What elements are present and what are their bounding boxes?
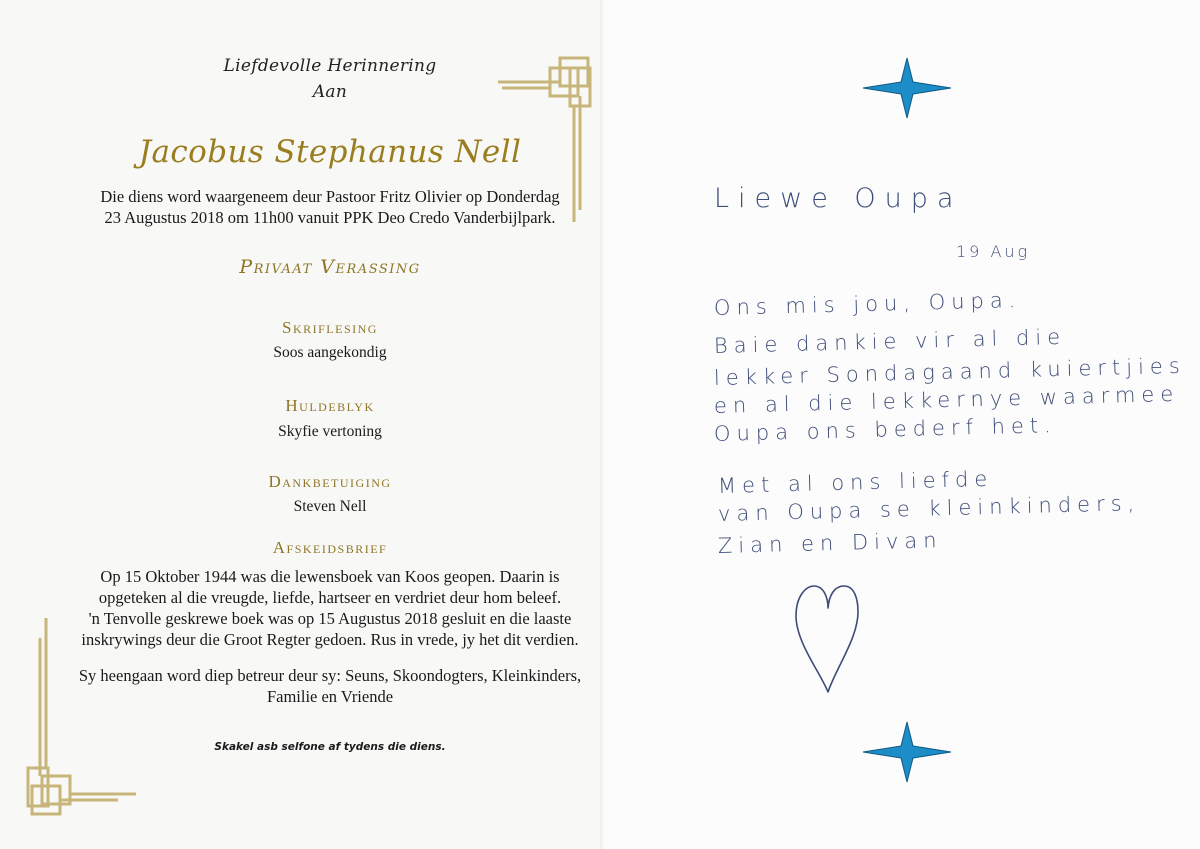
service-line: 23 Augustus 2018 om 11h00 vanuit PPK Deo Credo Vanderbijlpark.	[104, 208, 556, 227]
section-heading-dankbetuiging: Dankbetuiging	[268, 472, 392, 491]
letter-line: lekker Sondagaand kuiertjies	[713, 353, 1187, 390]
closing-line: van Oupa se kleinkinders,	[717, 490, 1141, 526]
letter-line: en al die lekkernye waarmee	[713, 381, 1180, 418]
service-details	[60, 186, 600, 228]
heart-icon	[792, 582, 862, 696]
service-line: Die diens word waargeneem deur Pastoor Fritz Olivier op Donderdag	[100, 187, 560, 206]
memorial-line: Liefdevolle Herinnering	[223, 56, 437, 76]
gold-corner-ornament-icon	[18, 618, 138, 843]
phones-off-notice: Skakel asb selfone af tydens die diens.	[214, 741, 446, 753]
section-detail-huldeblyk: Skyfie vertoning	[278, 423, 382, 440]
section-detail-skriflesing: Soos aangekondig	[273, 344, 387, 361]
section-heading-afskeidsbrief: Afskeidsbrief	[272, 538, 388, 557]
letter-line: Ons mis jou, Oupa.	[713, 287, 1022, 320]
handwritten-letter-page	[604, 0, 1200, 849]
to-line: Aan	[312, 82, 348, 102]
farewell-line: Op 15 Oktober 1944 was die lewensboek van Koos geopen. Daarin is	[100, 567, 560, 586]
deceased-name: Jacobus Stephanus Nell	[138, 134, 522, 170]
letter-date: 19 Aug	[956, 242, 1031, 261]
farewell-letter	[60, 566, 600, 650]
private-cremation-heading: Privaat Verassing	[239, 256, 421, 278]
letter-line: Baie dankie vir al die	[713, 324, 1067, 358]
letter-line: Oupa ons bederf het.	[713, 413, 1058, 446]
farewell-line: 'n Tenvolle geskrewe boek was op 15 Augustus 2018 gesluit en die laaste	[88, 609, 572, 628]
closing-line: Zian en Divan	[717, 528, 943, 558]
mourners-line: Familie en Vriende	[266, 687, 394, 706]
section-heading-huldeblyk: Huldeblyk	[285, 396, 375, 415]
closing-line: Met al ons liefde	[717, 466, 994, 498]
letter-greeting: Liewe Oupa	[714, 183, 963, 214]
bottom-star-icon	[861, 720, 953, 784]
farewell-line: opgeteken al die vreugde, liefde, hartseer en verdriet deur hom beleef.	[98, 588, 562, 607]
mourners-note	[60, 665, 600, 707]
farewell-line: inskrywings deur die Groot Regter gedoen. Rus in vrede, jy het dit verdien.	[81, 630, 579, 649]
top-star-icon	[861, 56, 953, 120]
mourners-line: Sy heengaan word diep betreur deur sy: Seuns, Skoondogters, Kleinkinders,	[78, 666, 582, 685]
section-heading-skriflesing: Skriflesing	[282, 318, 378, 337]
section-detail-dankbetuiging: Steven Nell	[293, 498, 367, 515]
